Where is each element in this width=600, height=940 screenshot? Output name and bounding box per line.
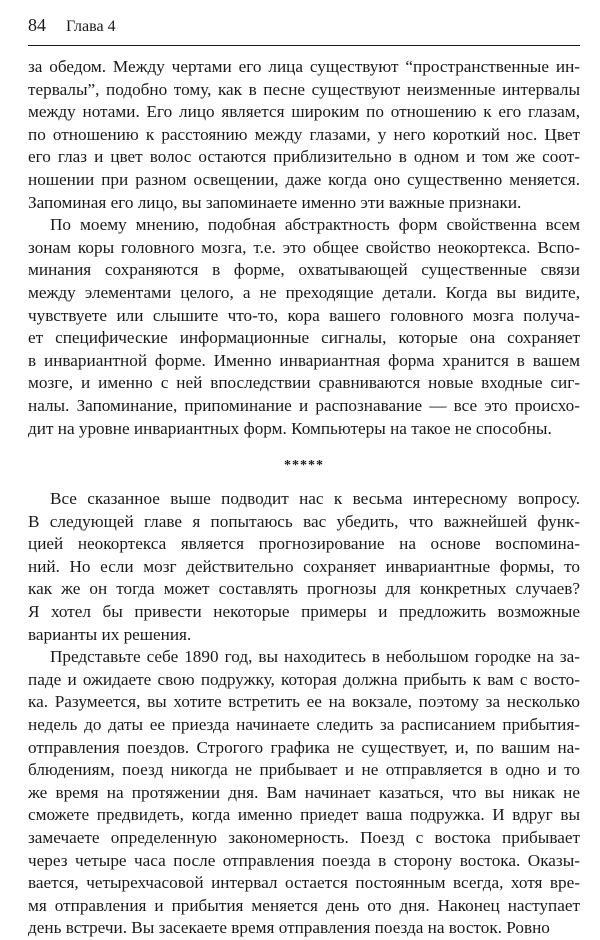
text-line: ет специфические информационные сигналы, которые она сохраняет (28, 328, 580, 348)
text-line: дит на уровне инвариантных форм. Компьютеры на такое не способны. (28, 418, 552, 438)
text-line: блюдениям, поезд никогда не прибывает и не отправляется в одно и то (28, 760, 580, 780)
header-rule (28, 45, 580, 46)
text-line: чувствуете или слышите что-то, кора вашего головного мозга получа- (28, 305, 580, 325)
text-line: ношении при разном освещении, даже когда оно существенно меняется. (28, 169, 580, 189)
text-line: день встречи. Вы засекаете время отправления поезда на восток. Ровно (28, 918, 550, 938)
text-line: тервалы”, подобно тому, как в песне существуют неизменные интервалы (28, 79, 580, 99)
paragraph-4 (28, 646, 580, 940)
text-line: между нотами. Его лицо является широким по отношению к его глазам, (28, 102, 580, 122)
text-line: через четыре часа после отправления поезда в сторону востока. Оказы- (28, 850, 580, 870)
paragraph-3 (28, 488, 580, 646)
text-line: мозге, и именно с ней впоследствии сравниваются новые входные сиг- (28, 373, 580, 393)
text-line: его глаз и цвет волос остаются приблизительно в одном и том же соот- (28, 147, 580, 167)
text-line: варианты их решения. (28, 624, 192, 644)
text-line: В следующей главе я попытаюсь вас убедить, что важнейшей функ- (28, 511, 580, 531)
paragraph-1 (28, 56, 580, 214)
text-line: вается, четырехчасовой интервал остается постоянным всегда, хотя вре- (28, 873, 580, 893)
text-line: недель до даты ее приезда начинаете следить за расписанием прибытия- (28, 715, 580, 735)
text-line: Представьте себе 1890 год, вы находитесь в небольшом городке на за- (50, 647, 580, 667)
text-line: паде и ожидаете свою подружку, которая должна прибыть к вам с восто- (28, 669, 580, 689)
paragraph-2 (28, 214, 580, 440)
text-line: ний. Но если мозг действительно сохраняет инвариантные формы, то (28, 556, 580, 576)
text-line: сможете предвидеть, когда именно приедет ваша подружка. И вдруг вы (28, 805, 580, 825)
text-line: в инвариантной форме. Именно инвариантная форма хранится в вашем (28, 350, 580, 370)
text-line: отправления поездов. Строгого графика не существует, и, по вашим на- (28, 737, 580, 757)
text-line: Все сказанное выше подводит нас к весьма интересному вопросу. (50, 489, 580, 509)
text-line: цией неокортекса является прогнозирование на основе воспомина- (28, 534, 580, 554)
text-line: минания сохраняются в форме, охватывающей существенные связи (28, 260, 580, 280)
text-line: по отношению к расстоянию между глазами, у него короткий нос. Цвет (28, 124, 580, 144)
text-line: за обедом. Между чертами его лица существуют “пространственные ин- (28, 57, 580, 76)
text-line: ка. Разумеется, вы хотите встретить ее на вокзале, поэтому за несколько (28, 692, 580, 712)
text-line: налы. Запоминание, припоминание и распознавание — все это происхо- (28, 395, 580, 415)
body-text (28, 56, 580, 940)
text-line: зонам коры головного мозга, т.е. это общее свойство неокортекса. Вспо- (28, 237, 580, 257)
text-line: Запоминая его лицо, вы запоминаете именно эти важные признаки. (28, 192, 522, 212)
text-line: По моему мнению, подобная абстрактность форм свойственна всем (50, 215, 580, 235)
text-line: замечаете определенную закономерность. Поезд с востока прибывает (28, 828, 580, 847)
book-page (28, 14, 580, 940)
chapter-label: Глава 4 (66, 18, 116, 35)
text-line: мя отправления и прибытия меняется день ото дня. Наконец наступает (28, 895, 580, 915)
page-number: 84 (28, 15, 46, 35)
text-line: Я хотел бы привести некоторые примеры и предложить возможные (28, 602, 580, 622)
section-separator: ***** (284, 458, 324, 474)
text-line: между элементами целого, а не преходящие детали. Когда вы видите, (28, 282, 580, 302)
running-head (28, 14, 580, 40)
text-line: же время на протяжении дня. Вам начинает казаться, что вы никак не (28, 782, 580, 802)
text-line: как же он тогда может составлять прогнозы для конкретных случаев? (28, 579, 580, 599)
